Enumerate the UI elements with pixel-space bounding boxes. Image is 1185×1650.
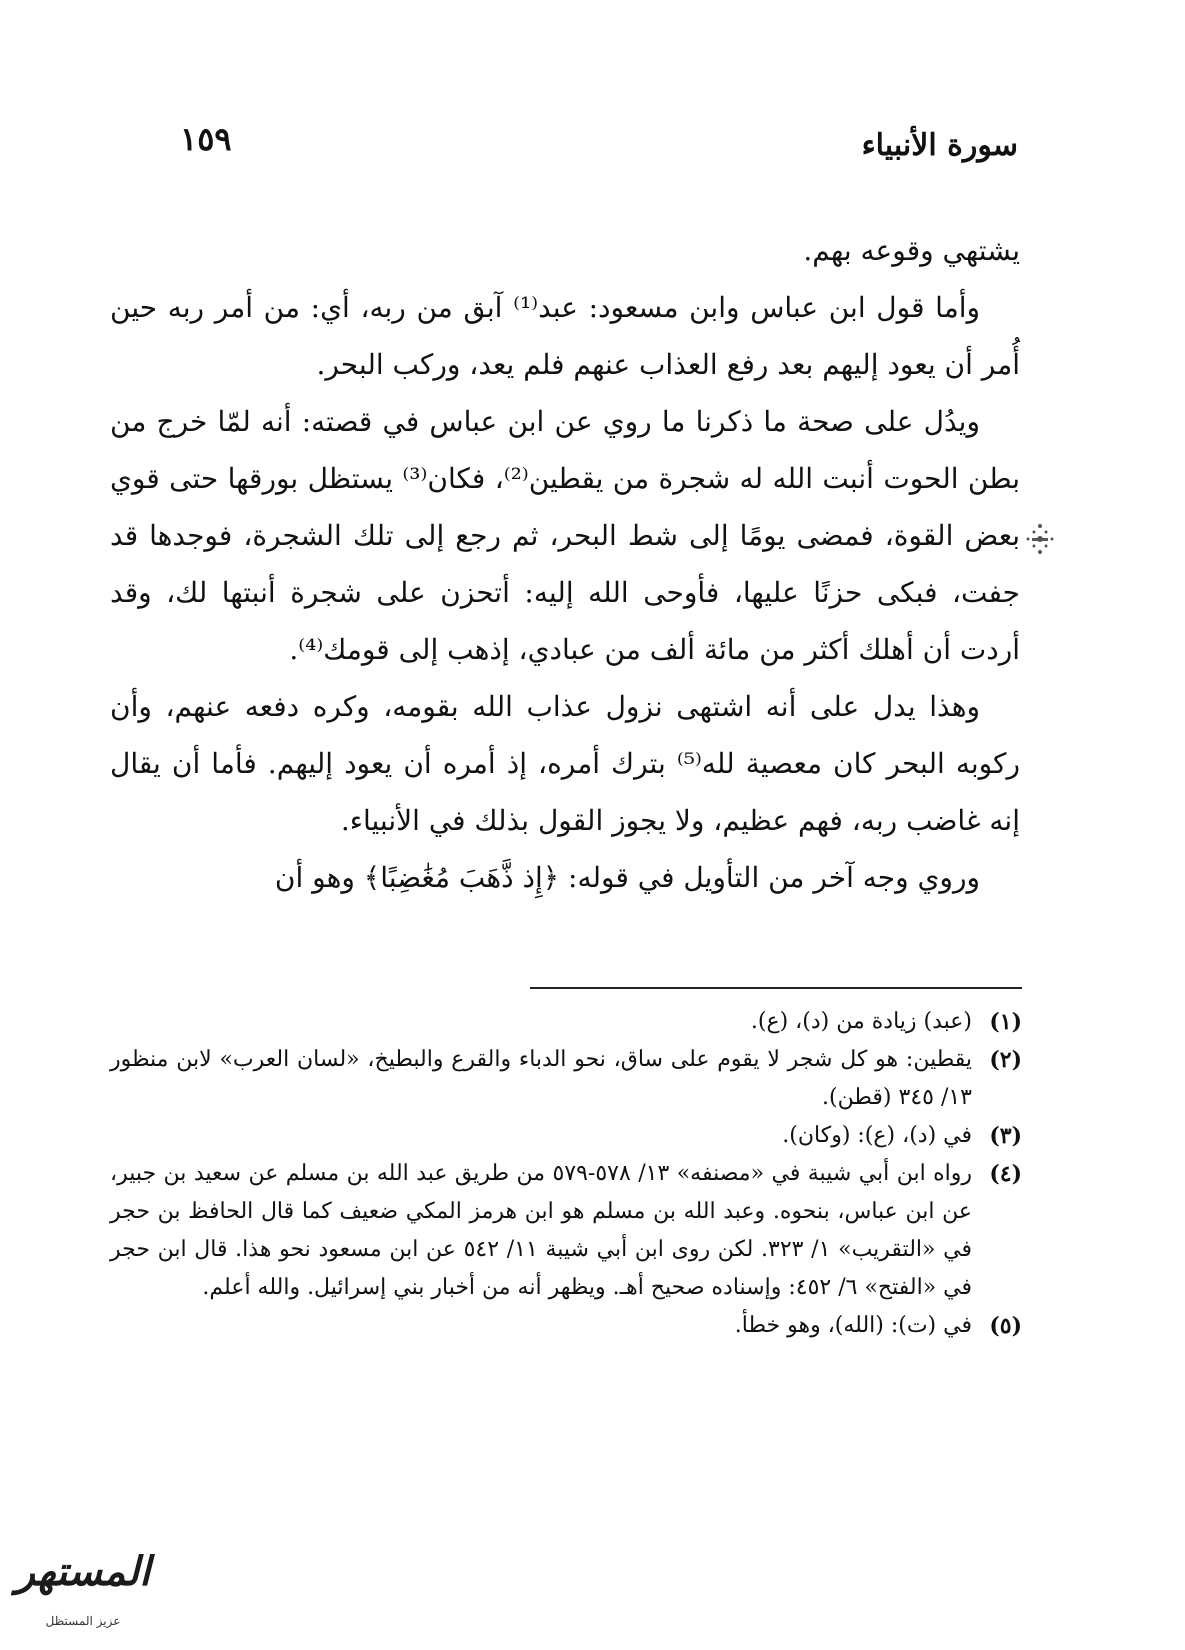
footnote — [110, 1117, 1022, 1155]
footnote — [110, 1155, 1022, 1307]
footnotes — [110, 1003, 1022, 1345]
logo-subtext: عزيز المستظل — [45, 1614, 121, 1628]
footnote — [110, 1307, 1022, 1345]
paragraph: وهذا يدل على أنه اشتهى نزول عذاب الله بقومه، وكره دفعه عنهم، وأن ركوبه البحر كان معصية لله⁽⁵⁾ بترك أمره، إذ أمره أن يعود إليهم. فأما أن يقال إنه غاضب ربه، فهم عظيم، ولا يجوز القول بذلك في الأنبياء. — [110, 690, 1020, 837]
footnote-number: (٥) — [989, 1313, 1022, 1339]
footnote-text: في (ت): (الله)، وهو خطأ. — [734, 1313, 972, 1338]
footnote-text: يقطين: هو كل شجر لا يقوم على ساق، نحو الدباء والقرع والبطيخ، «لسان العرب» لابن منظور ١٣/ ٣٤٥ (قطن). — [110, 1047, 973, 1110]
page-number: ١٥٩ — [180, 120, 232, 158]
footnote-number: (٣) — [989, 1123, 1022, 1149]
footnote-text: رواه ابن أبي شيبة في «مصنفه» ١٣/ ٥٧٨-٥٧٩ من طريق عبد الله بن مسلم عن سعيد بن جبير، عن ابن عباس، بنحوه. وعبد الله بن مسلم هو ابن هرمز المكي ضعيف كما قال الحافظ بن حجر في «التقريب» ١/ ٣٢٣. لكن روى ابن أبي شيبة ١١/ ٥٤٢ عن ابن مسعود نحو هذا. قال ابن حجر في «الفتح» ٦/ ٤٥٢: وإسناده صحيح أهـ. ويظهر أنه من أخبار بني إسرائيل. والله أعلم. — [110, 1161, 973, 1300]
footnote — [110, 1041, 1022, 1117]
footnote-text: (عبد) زيادة من (د)، (ع). — [750, 1009, 972, 1034]
paragraph: وأما قول ابن عباس وابن مسعود: عبد⁽¹⁾ آبق من ربه، أي: من أمر ربه حين أُمر أن يعود إليهم بعد رفع العذاب عنهم فلم يعد، وركب البحر. — [110, 291, 1020, 381]
main-text — [110, 222, 1020, 906]
page-header — [150, 120, 1018, 170]
ornament-icon — [1022, 518, 1058, 560]
paragraph: يشتهي وقوعه بهم. — [803, 234, 1020, 267]
footnote — [110, 1003, 1022, 1041]
footnote-number: (١) — [989, 1009, 1022, 1035]
logo-text: المستهر — [15, 1548, 151, 1595]
paragraph: وروي وجه آخر من التأويل في قوله: ﴿إِذ ذَّهَبَ مُغَٰضِبًا﴾ وهو أن — [274, 861, 980, 894]
footnote-separator — [530, 987, 1022, 989]
footnote-text: في (د)، (ع): (وكان). — [782, 1123, 972, 1148]
footnote-number: (٢) — [989, 1047, 1022, 1073]
paragraph: ويدُل على صحة ما ذكرنا ما روي عن ابن عباس في قصته: أنه لمّا خرج من بطن الحوت أنبت الله له شجرة من يقطين⁽²⁾، فكان⁽³⁾ يستظل بورقها حتى قوي بعض القوة، فمضى يومًا إلى شط البحر، ثم رجع إلى تلك الشجرة، فوجدها قد جفت، فبكى حزنًا عليها، فأوحى الله إليه: أتحزن على شجرة أنبتها لك، وقد أردت أن أهلك أكثر من مائة ألف من عبادي، إذهب إلى قومك⁽⁴⁾. — [110, 405, 1020, 666]
footnote-number: (٤) — [989, 1161, 1022, 1187]
surah-title: سورة الأنبياء — [861, 128, 1018, 163]
publisher-logo — [8, 1548, 158, 1644]
